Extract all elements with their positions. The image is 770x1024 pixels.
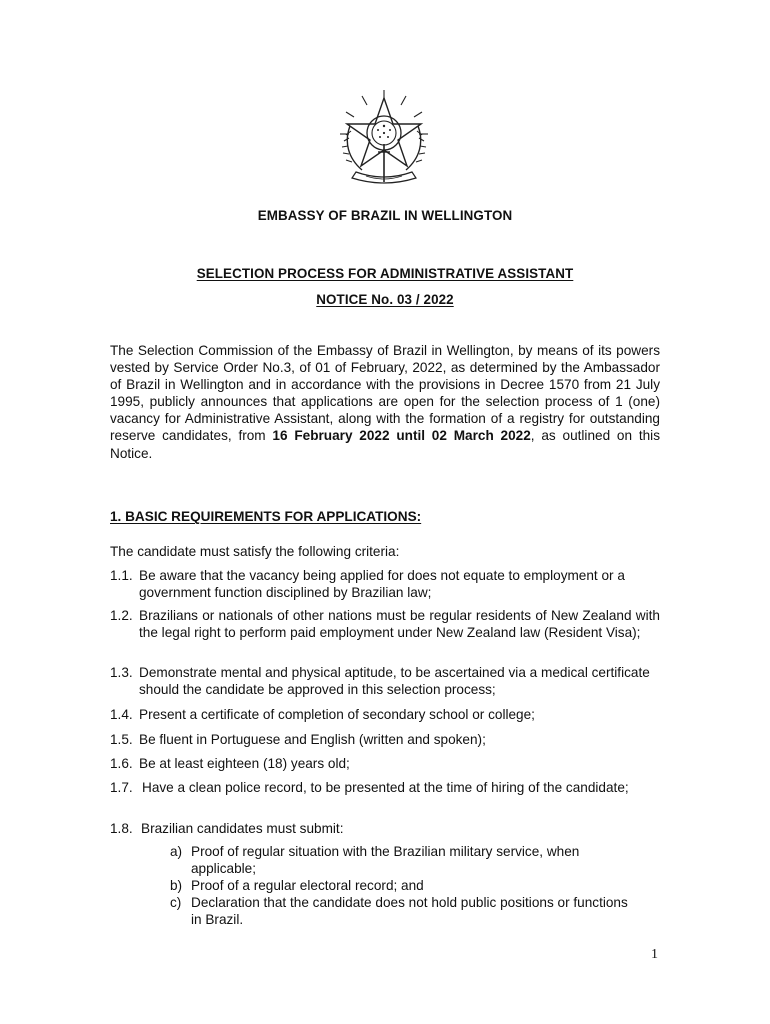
item-text: Demonstrate mental and physical aptitude, to be ascertained via a medical certificate should the candidate be approved in this selection process; [139,665,650,697]
sub-list-item [170,895,635,928]
intro-text-end: , as outlined on this Notice. [110,428,660,461]
item-number: 1.7. [110,780,133,795]
intro-date-range: 16 February 2022 until 02 March 2022 [272,428,531,444]
list-item [110,664,660,698]
item-text: Brazilian candidates must submit: [141,821,344,836]
sub-item-text: Declaration that the candidate does not hold public positions or functions in Brazil. [191,895,628,927]
item-number: 1.6. [110,756,133,771]
item-number: 1.5. [110,732,133,747]
section-1-lead: The candidate must satisfy the following criteria: [110,544,400,559]
item-number: 1.2. [110,608,133,623]
item-number: 1.1. [110,568,133,583]
process-title-text: SELECTION PROCESS FOR ADMINISTRATIVE ASSISTANT [196,266,574,281]
list-item [110,706,662,723]
item-text: Be at least eighteen (18) years old; [139,756,350,771]
notice-number-text: NOTICE No. 03 / 2022 [316,292,454,307]
item-text: Be fluent in Portuguese and English (written and spoken); [139,732,486,747]
list-item [110,731,662,748]
item-text: Be aware that the vacancy being applied for does not equate to employment or a government function disciplined by Brazilian law; [139,568,625,600]
process-title [0,266,770,281]
notice-number [0,292,770,307]
embassy-name: EMBASSY OF BRAZIL IN WELLINGTON [257,208,513,223]
item-text: Have a clean police record, to be presented at the time of hiring of the candidate; [142,780,629,795]
list-item [110,567,660,601]
item-number: 1.4. [110,707,133,722]
intro-text: The Selection Commission of the Embassy of Brazil in Wellington, by means of its powers vested by Service Order No.3, of 01 of February, 2022, as determined by the Ambassador of Brazil in Wellington and in accordance with the provisions in Decree 1570 from 21 July 1995, publicly announces that applications are open for the selection process of 1 (one) vacancy for Administrative Assistant, along with the formation of a registry for outstanding reserve candidates, from [110,343,660,444]
item-number: 1.3. [110,665,133,680]
item-text: Present a certificate of completion of secondary school or college; [139,707,535,722]
sub-item-text: Proof of a regular electoral record; and [191,878,424,893]
item-number: 1.8. [110,821,133,836]
sub-list-item [170,878,650,895]
list-item [110,779,630,796]
sub-item-text: Proof of regular situation with the Brazilian military service, when applicable; [191,844,580,876]
page-number: 1 [651,947,658,962]
item-text: Brazilians or nationals of other nations must be regular residents of New Zealand with the legal right to perform paid employment under New Zealand law (Resident Visa); [139,608,660,640]
section-1-title: 1. BASIC REQUIREMENTS FOR APPLICATIONS: [110,509,422,524]
intro-paragraph [110,342,660,462]
list-item [110,820,662,837]
list-item [110,755,662,772]
sub-list-item [170,844,645,877]
list-item [110,607,660,641]
sub-item-letter: b) [170,878,183,893]
coat-of-arms-emblem [332,86,436,190]
sub-item-letter: a) [170,844,183,859]
sub-item-letter: c) [170,895,182,910]
